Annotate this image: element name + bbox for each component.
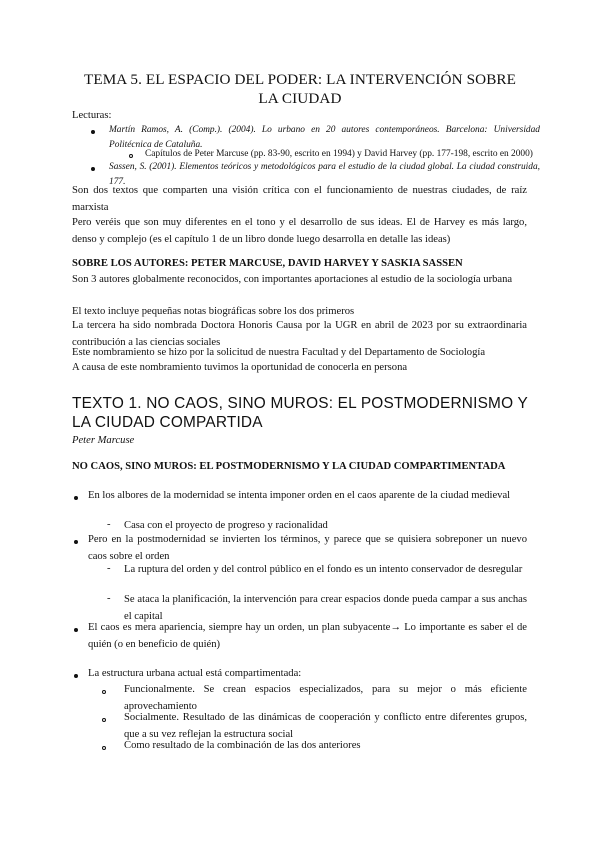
- bullet-2-sub-2: Se ataca la planificación, la intervención para crear espacios donde pueda campar a sus anchas el capital: [124, 594, 527, 622]
- autores-para-5: A causa de este nombramiento tuvimos la oportunidad de conocerla en persona: [72, 362, 408, 373]
- autores-heading: SOBRE LOS AUTORES: PETER MARCUSE, DAVID HARVEY Y SASKIA SASSEN: [72, 258, 463, 269]
- autores-para-2: El texto incluye pequeñas notas biográficas sobre los dos primeros: [72, 306, 355, 317]
- estructura-text: La estructura urbana actual está compartimentada:: [88, 668, 302, 679]
- lectura-item-2: Sassen, S. (2001). Elementos teóricos y metodológicos para el estudio de la ciudad global. La ciudad construida, 177.: [109, 162, 540, 187]
- lectura-sub-1: Capítulos de Peter Marcuse (pp. 83-90, escrito en 1994) y David Harvey (pp. 177-198, escrito en 2000): [145, 149, 533, 159]
- circle-bullet-icon: [102, 690, 106, 694]
- page-title: TEMA 5. EL ESPACIO DEL PODER: LA INTERVENCIÓN SOBRE LA CIUDAD: [83, 71, 517, 107]
- bullet-icon: [91, 167, 95, 171]
- bullet-1-sub-1: Casa con el proyecto de progreso y racionalidad: [124, 520, 328, 531]
- circle-bullet-icon: [129, 154, 133, 158]
- texto1-heading: TEXTO 1. NO CAOS, SINO MUROS: EL POSTMODERNISMO Y LA CIUDAD COMPARTIDA: [72, 395, 528, 431]
- estructura-sub-2: Socialmente. Resultado de las dinámicas de cooperación y conflicto entre diferentes grupos, que a su vez reflejan la estructura social: [124, 712, 527, 740]
- bullet-1-text: En los albores de la modernidad se intenta imponer orden en el caos aparente de la ciudad medieval: [88, 490, 511, 501]
- estructura-sub-3: Como resultado de la combinación de las dos anteriores: [124, 740, 361, 751]
- bullet-2-sub-1: La ruptura del orden y del control público en el fondo es un intento conservador de desregular: [124, 564, 523, 575]
- autores-para-3: La tercera ha sido nombrada Doctora Honoris Causa por la UGR en abril de 2023 por su extraordinaria contribución a las ciencias sociales: [72, 320, 527, 348]
- dash-bullet-icon: -: [107, 593, 111, 604]
- dash-bullet-icon: -: [107, 563, 111, 574]
- bullet-icon: [74, 628, 78, 632]
- estructura-sub-1: Funcionalmente. Se crean espacios especializados, para su mejor o más eficiente aprovechamiento: [124, 684, 527, 712]
- lectura-item-1: Martín Ramos, A. (Comp.). (2004). Lo urbano en 20 autores contemporáneos. Barcelona: Universidad Politécnica de Cataluña.: [109, 125, 540, 150]
- bullet-icon: [91, 130, 95, 134]
- bullet-icon: [74, 496, 78, 500]
- intro-para-1: Son dos textos que comparten una visión crítica con el funcionamiento de nuestras ciudades, de raíz marxista: [72, 185, 527, 213]
- autores-para-4: Este nombramiento se hizo por la solicitud de nuestra Facultad y del Departamento de Sociología: [72, 347, 486, 358]
- intro-para-2: Pero veréis que son muy diferentes en el tono y el desarrollo de sus ideas. El de Harvey es más largo, denso y complejo (es el capítulo 1 de un libro donde luego desarrolla en detalle las ideas): [72, 217, 527, 245]
- texto1-author: Peter Marcuse: [72, 435, 135, 446]
- lecturas-label: Lecturas:: [72, 110, 112, 121]
- texto1-subheading: NO CAOS, SINO MUROS: EL POSTMODERNISMO Y LA CIUDAD COMPARTIMENTADA: [72, 461, 506, 472]
- bullet-2-text: Pero en la postmodernidad se invierten los términos, y parece que se quisiera sobreponer un nuevo caos sobre el orden: [88, 534, 527, 562]
- bullet-icon: [74, 674, 78, 678]
- circle-bullet-icon: [102, 746, 106, 750]
- bullet-icon: [74, 540, 78, 544]
- circle-bullet-icon: [102, 718, 106, 722]
- dash-bullet-icon: -: [107, 519, 111, 530]
- autores-para-1: Son 3 autores globalmente reconocidos, con importantes aportaciones al estudio de la sociología urbana: [72, 274, 513, 285]
- bullet-3-text: El caos es mera apariencia, siempre hay un orden, un plan subyacente→ Lo importante es saber el de quién (o en beneficio de quién): [88, 622, 527, 650]
